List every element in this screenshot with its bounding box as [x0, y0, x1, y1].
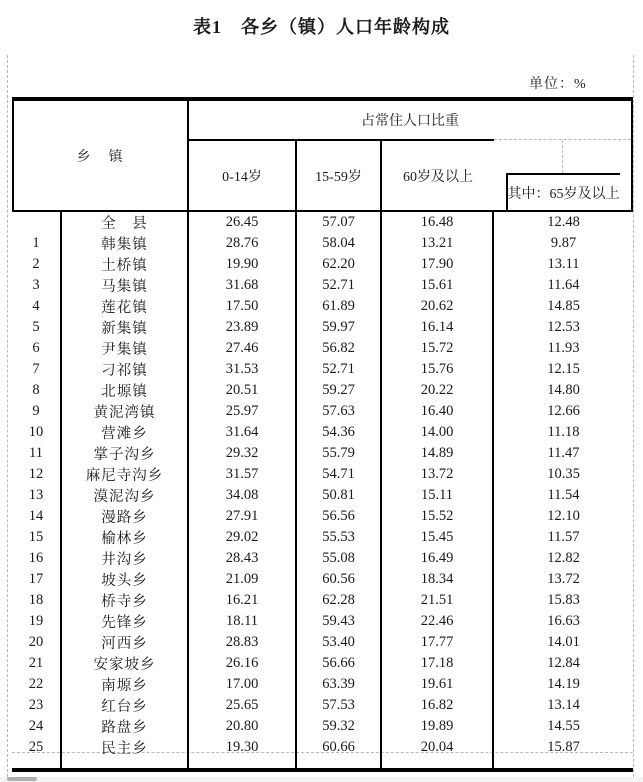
header-age-15-59: 15-59岁 — [297, 139, 382, 210]
value-0-14: 16.21 — [189, 590, 297, 611]
table-row — [12, 485, 633, 506]
value-15-59: 54.36 — [297, 422, 382, 443]
value-0-14: 17.00 — [189, 674, 297, 695]
header-group-share: 占常住人口比重 — [361, 114, 459, 129]
row-number: 8 — [12, 380, 62, 401]
value-15-59: 55.79 — [297, 443, 382, 464]
value-60-plus: 17.90 — [382, 254, 494, 275]
township-name: 麻尼寺沟乡 — [62, 464, 189, 485]
township-name: 漫路乡 — [62, 506, 189, 527]
township-name: 民主乡 — [62, 737, 189, 758]
header-age-65-plus-cell — [494, 139, 631, 210]
value-0-14: 26.16 — [189, 653, 297, 674]
header-township: 乡 镇 — [14, 101, 189, 210]
value-60-plus: 21.51 — [382, 590, 494, 611]
row-number: 17 — [12, 569, 62, 590]
value-0-14: 27.46 — [189, 338, 297, 359]
value-0-14: 19.30 — [189, 737, 297, 758]
table-row — [12, 317, 633, 338]
table-row — [12, 548, 633, 569]
township-name: 营滩乡 — [62, 422, 189, 443]
row-number: 23 — [12, 695, 62, 716]
value-0-14: 23.89 — [189, 317, 297, 338]
value-15-59: 59.32 — [297, 716, 382, 737]
value-65-plus: 12.53 — [547, 319, 580, 335]
table-row — [12, 569, 633, 590]
value-65-plus: 14.80 — [547, 382, 580, 398]
row-number: 6 — [12, 338, 62, 359]
value-0-14: 29.02 — [189, 527, 297, 548]
table-row — [12, 611, 633, 632]
value-0-14: 25.97 — [189, 401, 297, 422]
value-65-plus: 14.55 — [547, 718, 580, 734]
value-0-14: 31.64 — [189, 422, 297, 443]
value-15-59: 59.27 — [297, 380, 382, 401]
value-65-plus: 13.11 — [547, 256, 580, 272]
value-15-59: 58.04 — [297, 233, 382, 254]
row-number: 1 — [12, 233, 62, 254]
value-15-59: 63.39 — [297, 674, 382, 695]
value-65-plus: 13.14 — [547, 697, 580, 713]
row-number: 10 — [12, 422, 62, 443]
table-row — [12, 275, 633, 296]
value-65-plus: 12.48 — [547, 214, 580, 230]
township-name: 韩集镇 — [62, 233, 189, 254]
header-age-0-14: 0-14岁 — [189, 139, 297, 210]
value-65-plus: 11.93 — [547, 340, 580, 356]
value-60-plus: 15.11 — [382, 485, 494, 506]
header-age-65-plus: 其中：65岁及以上 — [506, 173, 620, 210]
table-row — [12, 632, 633, 653]
value-65-plus: 11.18 — [547, 424, 580, 440]
row-number: 24 — [12, 716, 62, 737]
township-name: 桥寺乡 — [62, 590, 189, 611]
value-15-59: 62.28 — [297, 590, 382, 611]
value-15-59: 54.71 — [297, 464, 382, 485]
header-age-60-plus: 60岁及以上 — [382, 139, 494, 210]
value-60-plus: 16.48 — [382, 212, 494, 233]
value-0-14: 26.45 — [189, 212, 297, 233]
row-number: 9 — [12, 401, 62, 422]
row-number: 22 — [12, 674, 62, 695]
value-0-14: 28.76 — [189, 233, 297, 254]
value-15-59: 60.66 — [297, 737, 382, 758]
value-60-plus: 15.76 — [382, 359, 494, 380]
table-row — [12, 233, 633, 254]
table-row — [12, 254, 633, 275]
table-header — [12, 101, 633, 212]
page-title: 表1 各乡（镇）人口年龄构成 — [193, 17, 450, 37]
value-15-59: 59.97 — [297, 317, 382, 338]
value-65-plus: 13.72 — [547, 571, 580, 587]
value-65-plus: 12.10 — [547, 508, 580, 524]
row-number: 11 — [12, 443, 62, 464]
value-0-14: 25.65 — [189, 695, 297, 716]
value-0-14: 27.91 — [189, 506, 297, 527]
row-number: 25 — [12, 737, 62, 758]
value-0-14: 18.11 — [189, 611, 297, 632]
value-60-plus: 17.77 — [382, 632, 494, 653]
township-name: 北塬镇 — [62, 380, 189, 401]
value-15-59: 57.07 — [297, 212, 382, 233]
value-60-plus: 19.61 — [382, 674, 494, 695]
value-0-14: 28.83 — [189, 632, 297, 653]
row-number: 2 — [12, 254, 62, 275]
value-65-plus: 12.66 — [547, 403, 580, 419]
value-15-59: 61.89 — [297, 296, 382, 317]
table-row — [12, 338, 633, 359]
value-15-59: 53.40 — [297, 632, 382, 653]
value-60-plus: 16.82 — [382, 695, 494, 716]
table-row — [12, 464, 633, 485]
value-60-plus: 18.34 — [382, 569, 494, 590]
township-name: 新集镇 — [62, 317, 189, 338]
value-65-plus: 11.64 — [547, 277, 580, 293]
value-15-59: 52.71 — [297, 275, 382, 296]
value-60-plus: 14.89 — [382, 443, 494, 464]
table-row — [12, 212, 633, 233]
row-number: 15 — [12, 527, 62, 548]
value-60-plus: 16.49 — [382, 548, 494, 569]
value-60-plus: 15.45 — [382, 527, 494, 548]
table-row — [12, 422, 633, 443]
row-number: 3 — [12, 275, 62, 296]
value-60-plus: 16.40 — [382, 401, 494, 422]
value-15-59: 59.43 — [297, 611, 382, 632]
value-65-plus: 14.01 — [547, 634, 580, 650]
table-row — [12, 590, 633, 611]
township-name: 河西乡 — [62, 632, 189, 653]
table-row — [12, 296, 633, 317]
value-60-plus: 20.62 — [382, 296, 494, 317]
value-0-14: 31.53 — [189, 359, 297, 380]
value-65-plus: 12.84 — [547, 655, 580, 671]
value-0-14: 19.90 — [189, 254, 297, 275]
scrollbar-track[interactable] — [0, 777, 643, 782]
header-65-spacer — [562, 140, 563, 173]
table-row — [12, 695, 633, 716]
value-65-plus: 15.83 — [547, 592, 580, 608]
township-name: 南塬乡 — [62, 674, 189, 695]
row-number: 18 — [12, 590, 62, 611]
value-15-59: 56.56 — [297, 506, 382, 527]
township-name: 安家坡乡 — [62, 653, 189, 674]
row-number: 14 — [12, 506, 62, 527]
value-0-14: 20.51 — [189, 380, 297, 401]
table-row — [12, 506, 633, 527]
table-row — [12, 674, 633, 695]
value-15-59: 50.81 — [297, 485, 382, 506]
table-row — [12, 401, 633, 422]
value-15-59: 60.56 — [297, 569, 382, 590]
value-60-plus: 22.46 — [382, 611, 494, 632]
value-60-plus: 19.89 — [382, 716, 494, 737]
row-number: 20 — [12, 632, 62, 653]
township-name: 路盘乡 — [62, 716, 189, 737]
township-name: 全 县 — [62, 212, 189, 233]
page-break-guide-left — [7, 55, 8, 777]
row-number: 13 — [12, 485, 62, 506]
population-age-table — [12, 97, 633, 772]
table-row — [12, 443, 633, 464]
township-name: 井沟乡 — [62, 548, 189, 569]
table-row — [12, 653, 633, 674]
table-row — [12, 527, 633, 548]
township-name: 刁祁镇 — [62, 359, 189, 380]
value-60-plus: 14.00 — [382, 422, 494, 443]
value-65-plus: 11.54 — [547, 487, 580, 503]
value-65-plus: 16.63 — [547, 613, 580, 629]
township-name: 先锋乡 — [62, 611, 189, 632]
value-65-plus: 9.87 — [550, 235, 577, 251]
row-number: 4 — [12, 296, 62, 317]
value-65-plus: 14.19 — [547, 676, 580, 692]
value-65-plus: 11.57 — [547, 529, 580, 545]
scrollbar-thumb[interactable] — [7, 777, 37, 781]
value-60-plus: 20.22 — [382, 380, 494, 401]
row-number: 21 — [12, 653, 62, 674]
value-65-plus: 11.47 — [547, 445, 580, 461]
value-60-plus: 15.72 — [382, 338, 494, 359]
page-break-guide-right — [633, 55, 634, 777]
value-60-plus: 15.52 — [382, 506, 494, 527]
value-0-14: 21.09 — [189, 569, 297, 590]
township-name: 红台乡 — [62, 695, 189, 716]
value-0-14: 20.80 — [189, 716, 297, 737]
value-65-plus: 10.35 — [547, 466, 580, 482]
table-row — [12, 359, 633, 380]
value-0-14: 17.50 — [189, 296, 297, 317]
township-name: 莲花镇 — [62, 296, 189, 317]
township-name: 土桥镇 — [62, 254, 189, 275]
row-number: 7 — [12, 359, 62, 380]
value-60-plus: 20.04 — [382, 737, 494, 758]
table-body — [12, 212, 633, 757]
township-name: 掌子沟乡 — [62, 443, 189, 464]
township-name: 黄泥湾镇 — [62, 401, 189, 422]
value-60-plus: 15.61 — [382, 275, 494, 296]
value-60-plus: 17.18 — [382, 653, 494, 674]
value-15-59: 55.08 — [297, 548, 382, 569]
township-name: 尹集镇 — [62, 338, 189, 359]
value-0-14: 31.68 — [189, 275, 297, 296]
row-number — [12, 212, 62, 233]
value-60-plus: 13.21 — [382, 233, 494, 254]
value-0-14: 31.57 — [189, 464, 297, 485]
township-name: 坡头乡 — [62, 569, 189, 590]
value-15-59: 62.20 — [297, 254, 382, 275]
value-60-plus: 13.72 — [382, 464, 494, 485]
row-number: 16 — [12, 548, 62, 569]
value-60-plus: 16.14 — [382, 317, 494, 338]
row-number: 5 — [12, 317, 62, 338]
unit-label: 单位：% — [529, 77, 587, 92]
value-65-plus: 14.85 — [547, 298, 580, 314]
value-0-14: 29.32 — [189, 443, 297, 464]
value-65-plus: 12.82 — [547, 550, 580, 566]
value-0-14: 28.43 — [189, 548, 297, 569]
table-row — [12, 716, 633, 737]
value-65-plus: 12.15 — [547, 361, 580, 377]
township-name: 马集镇 — [62, 275, 189, 296]
value-0-14: 34.08 — [189, 485, 297, 506]
value-15-59: 57.63 — [297, 401, 382, 422]
row-number: 12 — [12, 464, 62, 485]
value-15-59: 56.66 — [297, 653, 382, 674]
row-number: 19 — [12, 611, 62, 632]
value-15-59: 56.82 — [297, 338, 382, 359]
table-row — [12, 380, 633, 401]
township-name: 漠泥沟乡 — [62, 485, 189, 506]
value-15-59: 57.53 — [297, 695, 382, 716]
value-65-plus: 15.87 — [547, 739, 580, 755]
township-name: 榆林乡 — [62, 527, 189, 548]
value-15-59: 52.71 — [297, 359, 382, 380]
value-15-59: 55.53 — [297, 527, 382, 548]
table-footer-empty-row — [12, 752, 633, 768]
